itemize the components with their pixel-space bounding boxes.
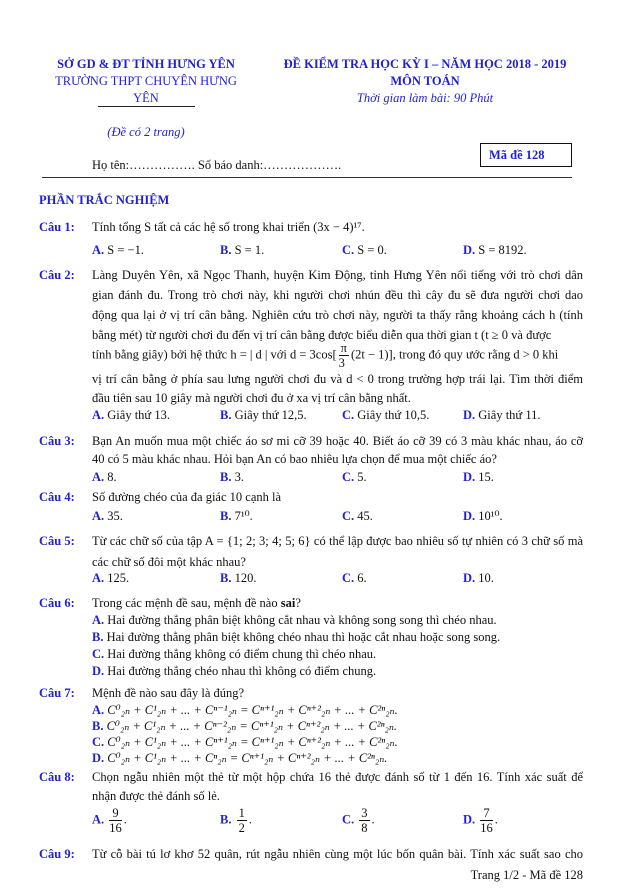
- question-text: tính bằng giây) bởi hệ thức h = | d | với d = 3cos[: [92, 347, 337, 362]
- question-text: bằng mét) từ người chơi đu đến vị trí cân bằng được biểu diễn qua thời gian t (t ≥ 0 và được: [92, 328, 552, 342]
- option-text: S = 0.: [357, 243, 387, 257]
- option-text: S = −1.: [107, 243, 144, 257]
- option-label: B.: [220, 408, 232, 422]
- option-label: C.: [92, 735, 105, 749]
- numerator: 3: [361, 806, 368, 820]
- option-text: C⁰₂ₙ + C¹₂ₙ + ... + Cⁿ⁻¹₂ₙ = Cⁿ⁺¹₂ₙ + Cⁿ⁺²₂ₙ + ... + C²ⁿ₂ₙ.: [107, 703, 398, 717]
- denominator: 16: [109, 821, 122, 835]
- answer-option[interactable]: [92, 613, 497, 628]
- answer-option[interactable]: [342, 408, 429, 423]
- answer-option[interactable]: [463, 509, 503, 524]
- option-text: Hai đường thẳng không có điểm chung thì chéo nhau.: [107, 647, 377, 661]
- option-label: A.: [92, 243, 105, 257]
- fraction: [339, 341, 349, 370]
- option-text: Hai đường thẳng chéo nhau thì không có điểm chung.: [107, 664, 377, 678]
- section-title: PHẦN TRẮC NGHIỆM: [39, 193, 170, 207]
- answer-option[interactable]: [342, 243, 387, 258]
- denominator: 2: [238, 821, 245, 835]
- denominator: 8: [361, 821, 368, 835]
- option-text: 120.: [234, 571, 257, 585]
- option-text: 3.: [234, 470, 244, 484]
- option-label: C.: [342, 470, 355, 484]
- question-number: Câu 6:: [39, 596, 75, 610]
- emphasis: sai: [280, 596, 296, 610]
- question-text: Số đường chéo của đa giác 10 cạnh là: [92, 490, 282, 504]
- numerator: 9: [109, 806, 122, 821]
- denominator: 3: [338, 356, 345, 370]
- option-label: D.: [463, 408, 476, 422]
- answer-option[interactable]: [342, 470, 367, 485]
- option-text: 6.: [357, 571, 367, 585]
- option-text: 10.: [478, 571, 494, 585]
- answer-option[interactable]: [463, 470, 494, 485]
- question-number: Câu 9:: [39, 847, 75, 861]
- option-label: D.: [92, 664, 105, 678]
- question-text: các chữ số đôi một khác nhau?: [92, 555, 246, 569]
- answer-option[interactable]: A. $\frac{9}{16}$ .: [92, 806, 127, 835]
- answer-option[interactable]: [92, 664, 376, 679]
- answer-option[interactable]: [92, 719, 397, 734]
- denominator: 16: [480, 821, 493, 835]
- question-text: 40 có 5 màu khác nhau. Hỏi bạn An có bao nhiêu lựa chọn để mua một chiếc áo?: [92, 452, 497, 466]
- option-label: B.: [220, 571, 232, 585]
- answer-option[interactable]: [92, 647, 376, 662]
- option-text: S = 1.: [234, 243, 265, 257]
- answer-option[interactable]: [342, 509, 373, 524]
- answer-option[interactable]: [463, 408, 541, 423]
- option-text: Hai đường thẳng phân biệt không cắt nhau và không song song thì chéo nhau.: [107, 613, 497, 627]
- answer-option[interactable]: [463, 571, 494, 586]
- school-name: TRƯỜNG THPT CHUYÊN HƯNG: [55, 74, 237, 88]
- option-label: B.: [92, 630, 104, 644]
- question-number: Câu 4:: [39, 490, 75, 504]
- answer-option[interactable]: [92, 751, 387, 766]
- answer-option[interactable]: [92, 571, 129, 586]
- answer-option[interactable]: D. $\frac{7}{16}$ .: [463, 806, 498, 835]
- question-number: Câu 8:: [39, 770, 75, 784]
- option-label: D.: [463, 812, 476, 827]
- question-text: Chọn ngẫu nhiên một thẻ từ một hộp chứa 16 thẻ được đánh số từ 1 đến 16. Tính xác suất để: [92, 770, 583, 784]
- question-text: gian đánh đu. Trong trò chơi này, khi người chơi nhún đều thì cây đu sẽ đưa người chơi dao: [92, 288, 583, 302]
- exam-code: Mã đề 128: [489, 148, 545, 162]
- question-text: ?: [295, 596, 301, 610]
- option-label: B.: [220, 812, 232, 827]
- option-text: S = 8192.: [478, 243, 527, 257]
- option-text: 125.: [107, 571, 130, 585]
- option-label: D.: [463, 470, 476, 484]
- option-label: B.: [92, 719, 104, 733]
- question-number: Câu 7:: [39, 686, 75, 700]
- option-text: 15.: [478, 470, 494, 484]
- answer-option[interactable]: [220, 243, 264, 258]
- option-label: A.: [92, 470, 105, 484]
- question-text: vị trí cân bằng ở phía sau lưng người chơi đu và d < 0 trong trường hợp trái lại. Tìm thời điểm: [92, 372, 583, 386]
- option-label: D.: [92, 751, 105, 765]
- answer-option[interactable]: [92, 243, 144, 258]
- option-label: D.: [463, 571, 476, 585]
- question-text: động qua lại ở vị trí cân bằng. Nghiên cứu trò chơi này, người ta thấy rằng khoảng cách h (tính: [92, 308, 583, 322]
- option-label: C.: [342, 571, 355, 585]
- question-text: Tính tổng S tất cả các hệ số trong khai triển (3x − 4)¹⁷.: [92, 220, 365, 234]
- option-label: D.: [463, 509, 476, 523]
- page-footer: Trang 1/2 - Mã đề 128: [470, 868, 583, 882]
- fraction: [359, 806, 369, 835]
- question-number: Câu 5:: [39, 534, 75, 548]
- question-text: [92, 341, 558, 370]
- option-text: 5.: [357, 470, 367, 484]
- answer-option[interactable]: [92, 630, 500, 645]
- option-text: Hai đường thẳng phân biệt không chéo nhau thì hoặc cắt nhau hoặc song song.: [106, 630, 501, 644]
- option-text: C⁰₂ₙ + C¹₂ₙ + ... + Cⁿ⁻²₂ₙ = Cⁿ⁺¹₂ₙ + Cⁿ⁺²₂ₙ + ... + C²ⁿ₂ₙ.: [106, 719, 398, 733]
- exam-title: ĐỀ KIỂM TRA HỌC KỲ I – NĂM HỌC 2018 - 2019: [283, 57, 567, 71]
- option-text: 7¹⁰.: [234, 509, 253, 523]
- department-name: SỞ GD & ĐT TỈNH HƯNG YÊN: [57, 57, 235, 71]
- answer-option[interactable]: [92, 408, 170, 423]
- option-text: 8.: [107, 470, 117, 484]
- answer-option[interactable]: [92, 703, 398, 718]
- question-text: [92, 596, 301, 611]
- header-divider: [42, 177, 572, 178]
- answer-option[interactable]: [463, 243, 527, 258]
- answer-option[interactable]: B. $\frac{1}{2}$ .: [220, 806, 252, 835]
- option-text: Giây thứ 12,5.: [234, 408, 307, 422]
- question-text: (2t − 1)], trong đó quy ước rằng d > 0 khi: [350, 347, 559, 362]
- option-text: Giây thứ 10,5.: [357, 408, 430, 422]
- pages-note: (Đề có 2 trang): [107, 125, 185, 139]
- question-text: Từ cỗ bài tú lơ khơ 52 quân, rút ngẫu nhiên cùng một lúc bốn quân bài. Tính xác suất sao cho: [92, 847, 583, 861]
- question-text: Mệnh đề nào sau đây là đúng?: [92, 686, 245, 700]
- answer-option[interactable]: [92, 509, 123, 524]
- option-label: C.: [342, 812, 355, 827]
- answer-option[interactable]: [220, 571, 256, 586]
- question-text: nhận được thẻ đánh số lẻ.: [92, 789, 220, 803]
- answer-option[interactable]: [92, 470, 117, 485]
- fraction: [480, 806, 493, 835]
- option-label: C.: [342, 408, 355, 422]
- question-number: Câu 1:: [39, 220, 75, 234]
- numerator: π: [340, 341, 347, 355]
- student-info-line: Họ tên:……………. Số báo danh:……………….: [92, 158, 342, 172]
- question-text: Làng Duyên Yên, xã Ngọc Thanh, huyện Kim Động, tỉnh Hưng Yên nổi tiếng với trò chơi dân: [92, 268, 583, 282]
- option-text: 35.: [107, 509, 123, 523]
- answer-option[interactable]: [92, 735, 398, 750]
- subject: MÔN TOÁN: [390, 74, 460, 88]
- answer-option[interactable]: C. $\frac{3}{8}$ .: [342, 806, 375, 835]
- option-label: A.: [92, 703, 105, 717]
- numerator: 1: [238, 806, 245, 820]
- header-underline: [98, 106, 195, 107]
- option-text: Giây thứ 13.: [107, 408, 170, 422]
- question-number: Câu 2:: [39, 268, 75, 282]
- option-text: Giây thứ 11.: [478, 408, 541, 422]
- option-label: A.: [92, 408, 105, 422]
- answer-option[interactable]: [342, 571, 367, 586]
- option-text: 10¹⁰.: [478, 509, 503, 523]
- option-text: C⁰₂ₙ + C¹₂ₙ + ... + Cⁿ₂ₙ = Cⁿ⁺¹₂ₙ + Cⁿ⁺²₂ₙ + ... + C²ⁿ₂ₙ.: [107, 751, 388, 765]
- option-label: A.: [92, 812, 105, 827]
- numerator: 7: [480, 806, 493, 821]
- option-label: B.: [220, 243, 232, 257]
- answer-option[interactable]: [220, 509, 253, 524]
- fraction: [109, 806, 122, 835]
- option-label: A.: [92, 509, 105, 523]
- option-label: B.: [220, 509, 232, 523]
- school-name-cont: YÊN: [133, 91, 159, 105]
- option-label: A.: [92, 613, 105, 627]
- exam-duration: Thời gian làm bài: 90 Phút: [356, 91, 494, 105]
- option-label: D.: [463, 243, 476, 257]
- option-text: C⁰₂ₙ + C¹₂ₙ + ... + Cⁿ⁺¹₂ₙ = Cⁿ⁺¹₂ₙ + Cⁿ⁺²₂ₙ + ... + C²ⁿ₂ₙ.: [107, 735, 398, 749]
- question-text: Trong các mệnh đề sau, mệnh đề nào: [92, 596, 281, 610]
- answer-option[interactable]: [220, 470, 244, 485]
- answer-option[interactable]: [220, 408, 307, 423]
- option-label: A.: [92, 571, 105, 585]
- question-text: Từ các chữ số của tập A = {1; 2; 3; 4; 5; 6} có thể lập được bao nhiêu số tự nhiên có 3 chữ số mà: [92, 534, 583, 548]
- question-text: đầu tiên sau 10 giây mà người chơi đu ở xa vị trí cân bằng nhất.: [92, 391, 411, 405]
- option-label: C.: [342, 243, 355, 257]
- option-label: C.: [92, 647, 105, 661]
- question-number: Câu 3:: [39, 434, 75, 448]
- option-text: 45.: [357, 509, 373, 523]
- fraction: [237, 806, 247, 835]
- option-label: C.: [342, 509, 355, 523]
- option-label: B.: [220, 470, 232, 484]
- question-text: Bạn An muốn mua một chiếc áo sơ mi cỡ 39 hoặc 40. Biết áo cỡ 39 có 3 màu khác nhau, áo cỡ: [92, 434, 583, 448]
